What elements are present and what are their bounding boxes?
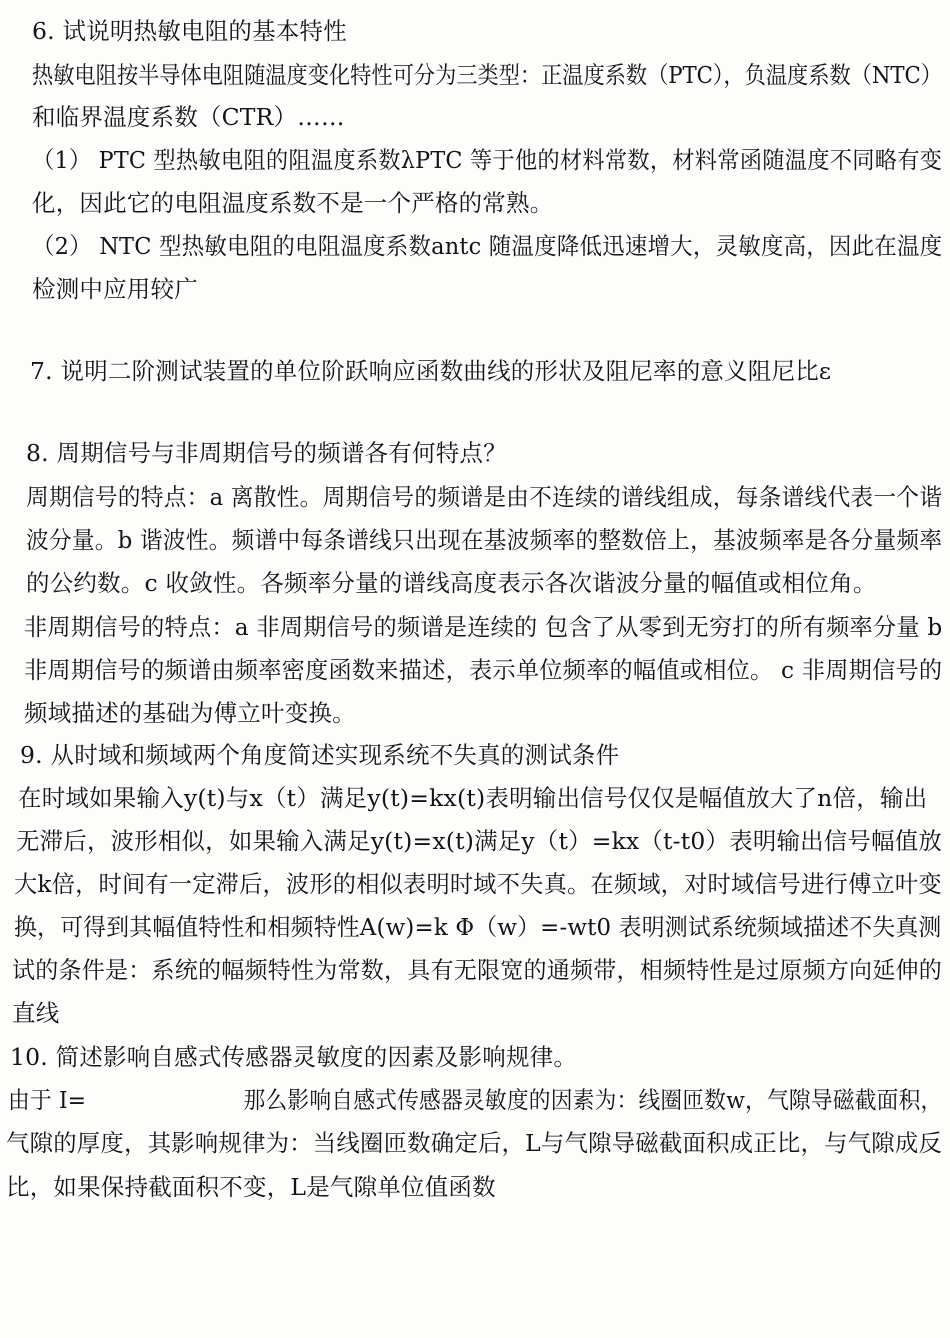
question-9-title: 9. 从时域和频域两个角度简述实现系统不失真的测试条件: [20, 741, 620, 769]
q6-line-6: 检测中应用较广: [32, 275, 198, 303]
q9-line-4: 换，可得到其幅值特性和相频特性A(w)=k Φ（w）=-wt0 表明测试系统频域描述不失真测: [14, 913, 942, 941]
q10-line-1-start: 由于 I=: [8, 1086, 87, 1114]
q9-line-6: 直线: [12, 999, 60, 1027]
question-8-title: 8. 周期信号与非周期信号的频谱各有何特点？: [26, 439, 507, 467]
q10-line-2: 气隙的厚度，其影响规律为：当线圈匝数确定后，L与气隙导磁截面积成正比，与气隙成反: [6, 1129, 943, 1157]
q9-line-5: 试的条件是：系统的幅频特性为常数，具有无限宽的通频带，相频特性是过原频方向延伸的: [12, 956, 942, 984]
q8-line-2: 波分量。b 谐波性。频谱中每条谱线只出现在基波频率的整数倍上，基波频率是各分量频率: [26, 526, 943, 554]
q10-line-3: 比，如果保持截面积不变，L是气隙单位值函数: [6, 1173, 496, 1201]
q6-line-3: （1） PTC 型热敏电阻的阻温度系数λPTC 等于他的材料常数，材料常函随温度不同略有变: [32, 146, 943, 174]
question-7-title: 7. 说明二阶测试装置的单位阶跃响应函数曲线的形状及阻尼率的意义阻尼比ε: [30, 357, 832, 385]
q6-line-1: 热敏电阻按半导体电阻随温度变化特性可分为三类型：正温度系数（PTC），负温度系数（NTC）: [32, 61, 942, 89]
q8-line-6: 频域描述的基础为傅立叶变换。: [24, 699, 356, 727]
question-10-title: 10. 简述影响自感式传感器灵敏度的因素及影响规律。: [10, 1043, 578, 1071]
q8-line-1: 周期信号的特点：a 离散性。周期信号的频谱是由不连续的谱线组成，每条谱线代表一个谐: [26, 483, 943, 511]
q8-line-3: 的公约数。c 收敛性。各频率分量的谱线高度表示各次谐波分量的幅值或相位角。: [26, 569, 877, 597]
q9-line-3: 大k倍，时间有一定滞后，波形的相似表明时域不失真。在频域，对时域信号进行傅立叶变: [14, 870, 942, 898]
q6-line-4: 化，因此它的电阻温度系数不是一个严格的常熟。: [32, 189, 554, 217]
q10-line-1-end: 那么影响自感式传感器灵敏度的因素为：线圈匝数w，气隙导磁截面积，: [243, 1086, 943, 1114]
q8-line-4: 非周期信号的特点：a 非周期信号的频谱是连续的 包含了从零到无穷打的所有频率分量 b: [24, 613, 943, 641]
q6-line-5: （2） NTC 型热敏电阻的电阻温度系数antc 随温度降低迅速增大，灵敏度高，因此在温度: [32, 232, 943, 260]
q9-line-2: 无滞后，波形相似，如果输入满足y(t)=x(t)满足y（t）=kx（t-t0）表明输出信号幅值放: [16, 827, 943, 855]
q9-line-1: 在时域如果输入y(t)与x（t）满足y(t)=kx(t)表明输出信号仅仅是幅值放大了n倍，输出: [18, 784, 928, 812]
q6-line-2: 和临界温度系数（CTR）……: [32, 103, 345, 131]
q8-line-5: 非周期信号的频谱由频率密度函数来描述，表示单位频率的幅值或相位。 c 非周期信号的: [24, 656, 943, 684]
question-6-title: 6. 试说明热敏电阻的基本特性: [32, 17, 347, 45]
q10-line-1: [8, 1083, 942, 1117]
